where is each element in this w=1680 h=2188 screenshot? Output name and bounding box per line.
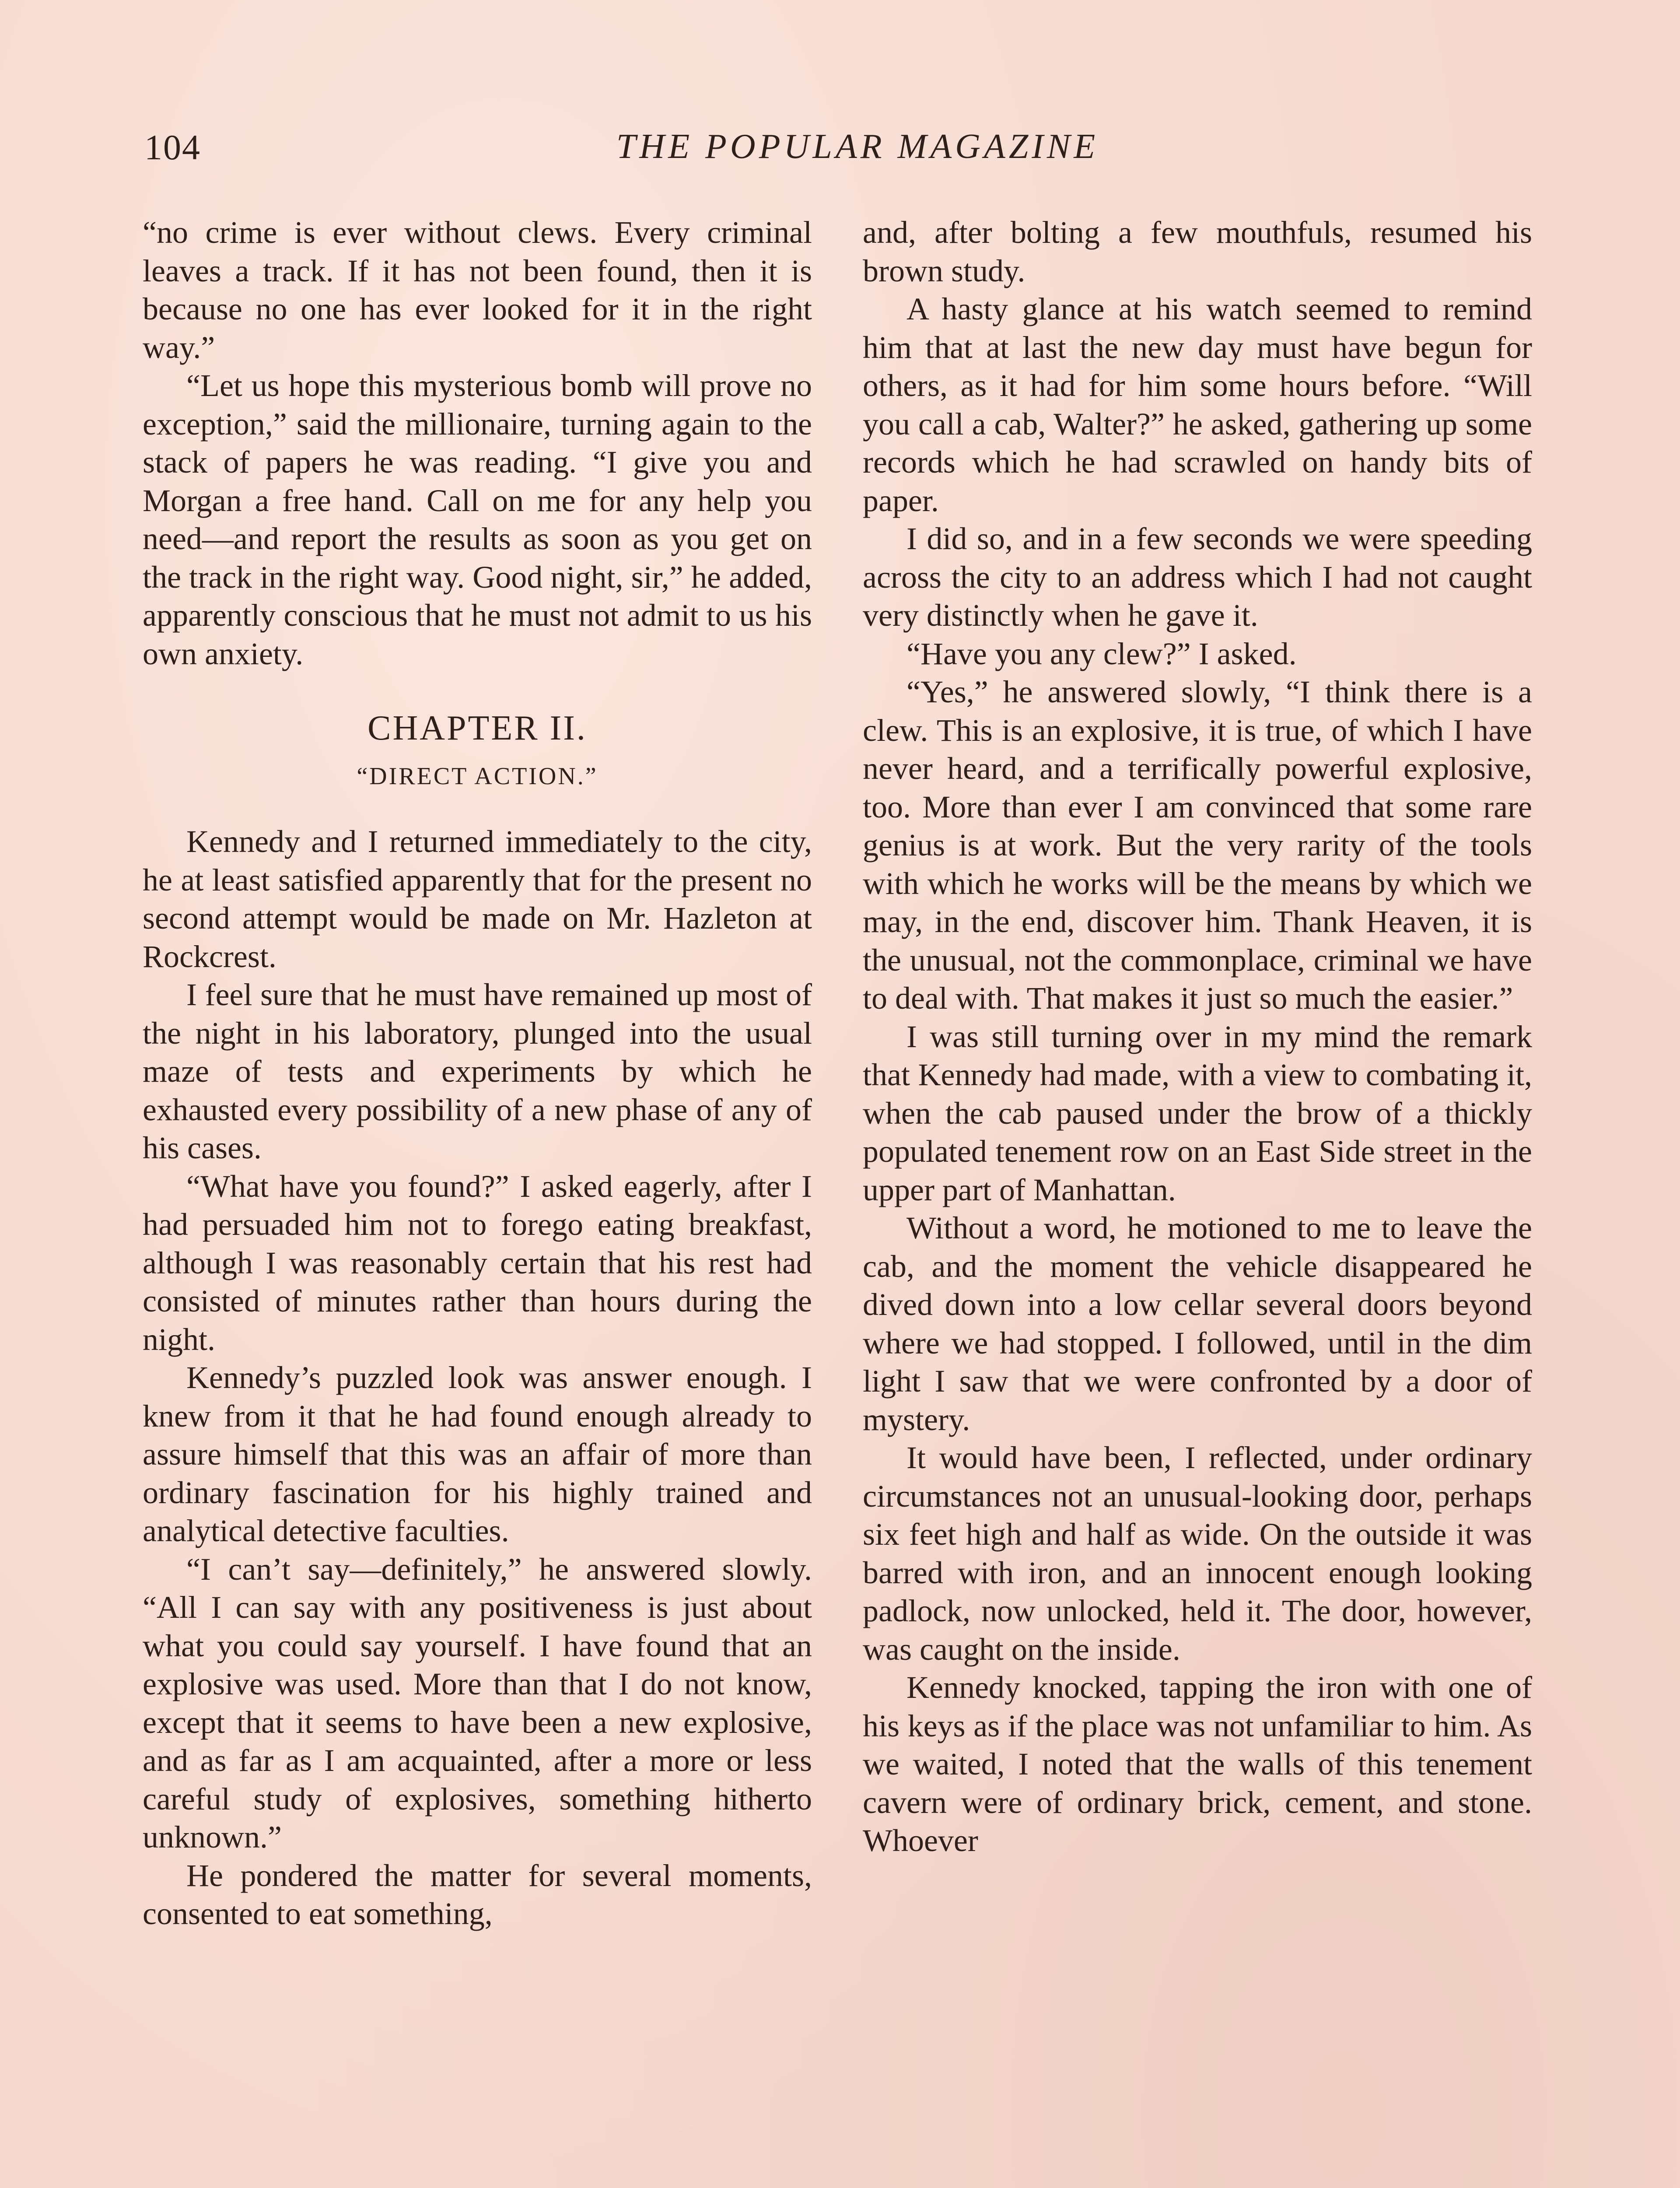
paragraph: I was still turning over in my mind the remark that Kennedy had made, with a view to combating it, when the cab paused under the brow of a thickly populated tenement row on an East Side street in the upper part of Manhattan. [863,1019,1532,1207]
page-number: 104 [144,127,201,167]
paragraph: “Let us hope this mysterious bomb will prove no exception,” said the millionaire, turning again to the stack of papers he was reading. “I give you and Morgan a free hand. Call on me for any help you need—and report the results as soon as you get on the track in the right way. Good night, sir,” he added, apparently conscious that he must not admit to us his own anxiety. [143,368,812,671]
paragraph: He pondered the matter for several moments, consented to eat something, [143,1858,812,1931]
paragraph: “Have you any clew?” I asked. [906,636,1297,671]
paragraph: “no crime is ever without clews. Every criminal leaves a track. If it has not been found, then it is because no one has ever looked for it in the right way.” [143,215,812,365]
paragraph: and, after bolting a few mouthfuls, resumed his brown study. [863,215,1532,288]
paragraph: Kennedy knocked, tapping the iron with one of his keys as if the place was not unfamiliar to him. As we waited, I noted that the walls of this tenement cavern were of ordinary brick, cement, and stone. Whoever [863,1670,1532,1858]
running-title: THE POPULAR MAGAZINE [616,127,1099,166]
paragraph: “What have you found?” I asked eagerly, after I had persuaded him not to forego eating breakfast, although I was reasonably certain that his rest had consisted of minutes rather than hours during the night. [143,1168,812,1357]
paragraph: A hasty glance at his watch seemed to remind him that at last the new day must have begun for others, as it had for him some hours before. “Will you call a cab, Walter?” he asked, gathering up some records which he had scrawled on handy bits of paper. [863,291,1532,518]
paragraph: I did so, and in a few seconds we were speeding across the city to an address which I had not caught very distinctly when he gave it. [863,521,1532,633]
left-column [143,214,812,1933]
chapter-title: CHAPTER II. [368,709,587,747]
paragraph: Kennedy’s puzzled look was answer enough. I knew from it that he had found enough already to assure himself that this was an affair of more than ordinary fascination for his highly trained and analytical detective faculties. [143,1360,812,1548]
paragraph: It would have been, I reflected, under ordinary circumstances not an unusual-looking door, perhaps six feet high and half as wide. On the outside it was barred with iron, and an innocent enough looking padlock, now unlocked, held it. The door, however, was caught on the inside. [863,1440,1532,1667]
paragraph: Kennedy and I returned immediately to the city, he at least satisfied apparently that for the present no second attempt would be made on Mr. Hazleton at Rockcrest. [143,824,812,974]
paragraph: I feel sure that he must have remained up most of the night in his laboratory, plunged into the usual maze of tests and experiments by which he exhausted every possibility of a new phase of any of his cases. [143,977,812,1165]
paragraph: “Yes,” he answered slowly, “I think there is a clew. This is an explosive, it is true, of which I have never heard, and a terrifically powerful explosive, too. More than ever I am convinced that some rare genius is at work. But the very rarity of the tools with which he works will be the means by which we may, in the end, discover him. Thank Heaven, it is the unusual, not the commonplace, criminal we have to deal with. That makes it just so much the easier.” [863,674,1532,1016]
page-header [144,127,1571,184]
right-column [863,214,1532,1860]
paragraph: Without a word, he motioned to me to leave the cab, and the moment the vehicle disappeared he dived down into a low cellar several doors beyond where we had stopped. I followed, until in the dim light I saw that we were confronted by a door of mystery. [863,1210,1532,1437]
chapter-subtitle: “DIRECT ACTION.” [357,763,598,790]
paragraph: “I can’t say—definitely,” he answered slowly. “All I can say with any positiveness is just about what you could say yourself. I have found that an explosive was used. More than that I do not know, except that it seems to have been a new explosive, and as far as I am acquainted, after a more or less careful study of explosives, something hitherto unknown.” [143,1551,812,1855]
